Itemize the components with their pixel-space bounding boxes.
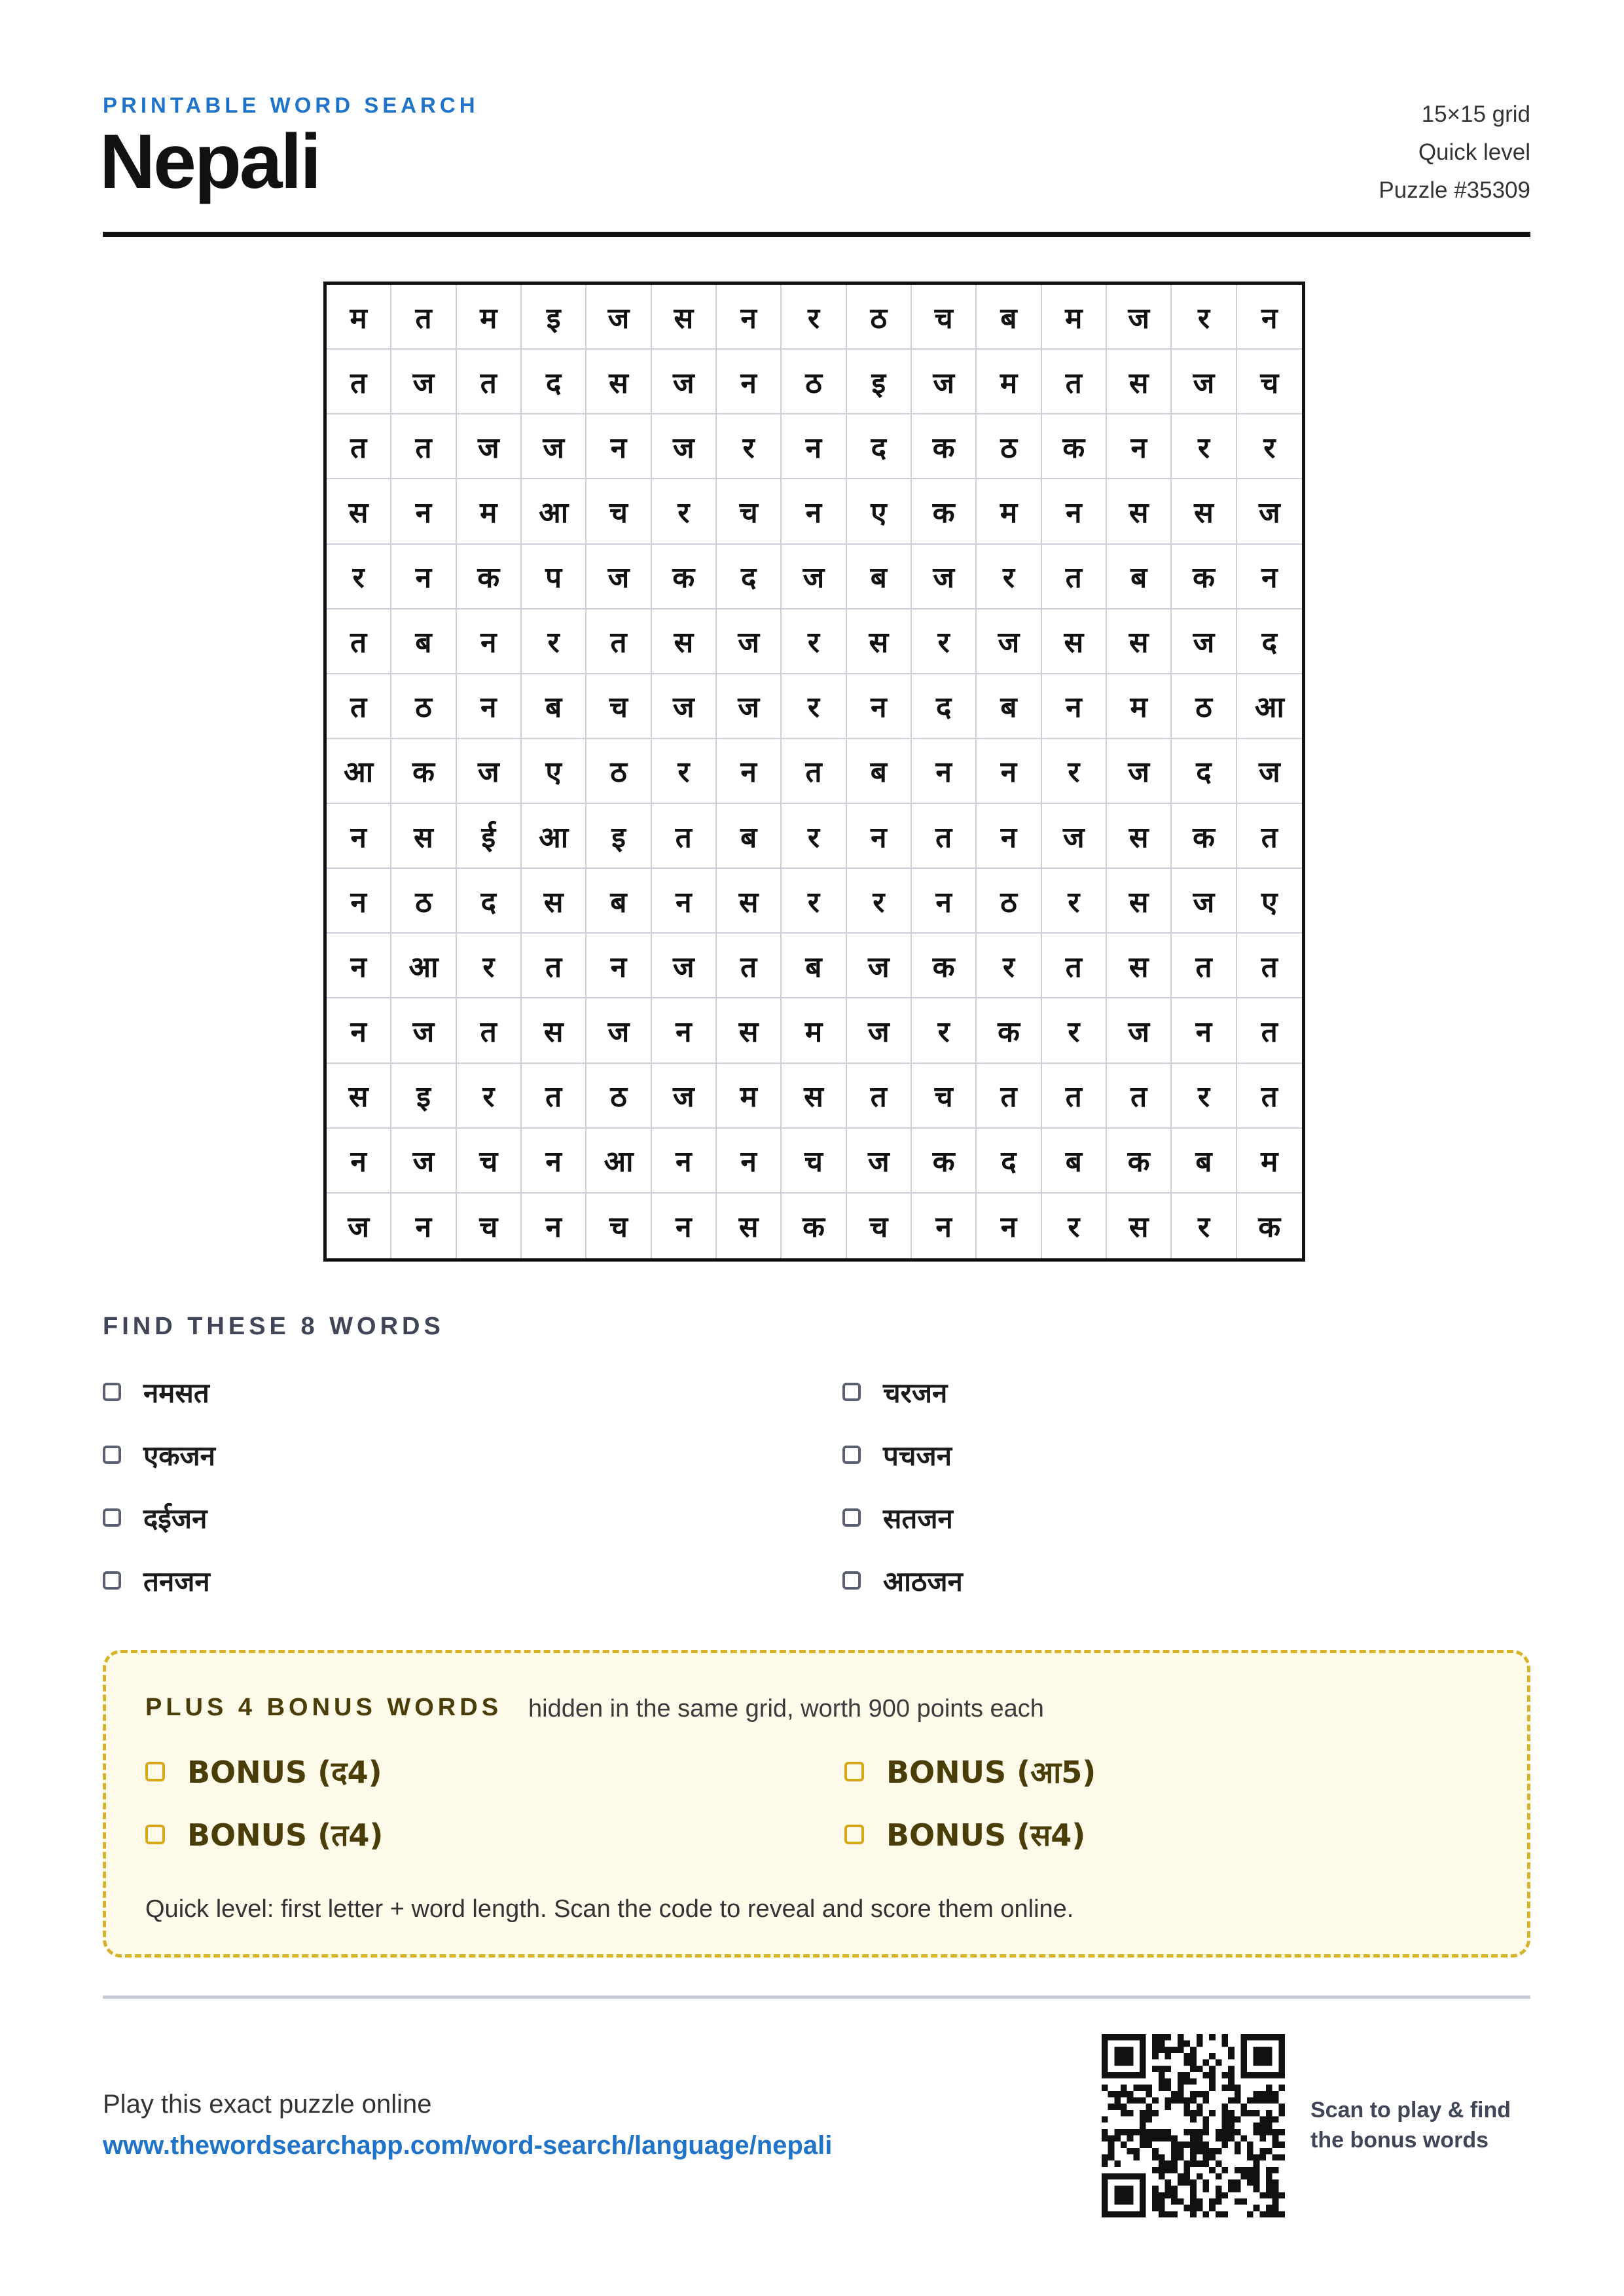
- grid-cell[interactable]: ए: [1237, 869, 1302, 934]
- grid-cell[interactable]: आ: [327, 739, 391, 804]
- qr-caption: [1310, 2095, 1511, 2155]
- grid-cell[interactable]: त: [652, 804, 717, 869]
- bonus-word-list: [145, 1755, 1507, 1851]
- grid-cell[interactable]: र: [1172, 285, 1236, 350]
- grid-cell[interactable]: आ: [522, 804, 586, 869]
- puzzle-number: Puzzle #35309: [1379, 177, 1530, 203]
- grid-cell[interactable]: र: [782, 804, 846, 869]
- grid-cell[interactable]: र: [1237, 414, 1302, 479]
- grid-cell[interactable]: आ: [522, 479, 586, 544]
- bonus-word-text: BONUS (द4): [187, 1755, 382, 1790]
- grid-cell[interactable]: न: [327, 1129, 391, 1194]
- checkbox-icon[interactable]: [842, 1508, 861, 1527]
- grid-cell[interactable]: ठ: [977, 869, 1041, 934]
- grid-cell[interactable]: त: [1042, 1064, 1107, 1129]
- grid-cell[interactable]: द: [912, 674, 977, 739]
- word-item[interactable]: [842, 1375, 1497, 1409]
- grid-cell[interactable]: न: [327, 804, 391, 869]
- grid-cell[interactable]: ज: [1107, 285, 1172, 350]
- grid-cell[interactable]: ज: [1107, 998, 1172, 1063]
- grid-cell[interactable]: स: [327, 479, 391, 544]
- grid-cell[interactable]: र: [782, 869, 846, 934]
- grid-cell[interactable]: र: [522, 610, 586, 674]
- level-label: Quick level: [1418, 139, 1530, 165]
- grid-cell[interactable]: त: [457, 350, 522, 414]
- grid-cell[interactable]: म: [977, 479, 1041, 544]
- bonus-word-item[interactable]: [145, 1755, 844, 1789]
- grid-cell[interactable]: न: [391, 545, 456, 610]
- find-words-heading: FIND THESE 8 WORDS: [103, 1313, 444, 1340]
- grid-cell[interactable]: स: [1107, 804, 1172, 869]
- grid-cell[interactable]: ब: [1107, 545, 1172, 610]
- grid-cell[interactable]: क: [391, 739, 456, 804]
- grid-cell[interactable]: न: [327, 998, 391, 1063]
- page-title: Nepali: [99, 118, 320, 205]
- grid-cell[interactable]: स: [586, 350, 651, 414]
- grid-cell[interactable]: न: [847, 674, 912, 739]
- grid-cell[interactable]: ठ: [586, 739, 651, 804]
- grid-cell[interactable]: र: [1172, 1064, 1236, 1129]
- grid-cell[interactable]: ठ: [391, 674, 456, 739]
- grid-cell[interactable]: ज: [1042, 804, 1107, 869]
- grid-cell[interactable]: क: [1042, 414, 1107, 479]
- grid-cell[interactable]: र: [977, 545, 1041, 610]
- puzzle-link[interactable]: www.thewordsearchapp.com/word-search/language/nepali: [103, 2131, 833, 2160]
- grid-cell[interactable]: ई: [457, 804, 522, 869]
- puzzle-meta: [1379, 96, 1530, 210]
- grid-cell[interactable]: त: [522, 934, 586, 998]
- grid-cell[interactable]: च: [586, 1194, 651, 1258]
- grid-cell[interactable]: म: [327, 285, 391, 350]
- grid-cell[interactable]: ब: [782, 934, 846, 998]
- grid-size-label: 15×15 grid: [1421, 101, 1530, 127]
- word-text: दईजन: [143, 1502, 208, 1535]
- grid-cell[interactable]: क: [912, 479, 977, 544]
- grid-cell[interactable]: इ: [847, 350, 912, 414]
- grid-cell[interactable]: ज: [391, 1129, 456, 1194]
- word-item[interactable]: [103, 1563, 842, 1597]
- grid-cell[interactable]: त: [1042, 545, 1107, 610]
- grid-cell[interactable]: र: [1042, 998, 1107, 1063]
- grid-cell[interactable]: ज: [847, 998, 912, 1063]
- grid-cell[interactable]: इ: [522, 285, 586, 350]
- grid-cell[interactable]: त: [1237, 804, 1302, 869]
- grid-cell[interactable]: ए: [522, 739, 586, 804]
- word-list: [103, 1375, 1543, 1597]
- grid-cell[interactable]: र: [912, 610, 977, 674]
- grid-cell[interactable]: ज: [652, 674, 717, 739]
- grid-cell[interactable]: ज: [652, 350, 717, 414]
- word-item[interactable]: [842, 1438, 1497, 1472]
- grid-cell[interactable]: त: [391, 414, 456, 479]
- qr-caption-line: the bonus words: [1310, 2128, 1489, 2153]
- checkbox-icon[interactable]: [145, 1825, 165, 1844]
- qr-caption-line: Scan to play & find: [1310, 2098, 1511, 2123]
- grid-cell[interactable]: ब: [977, 285, 1041, 350]
- checkbox-icon[interactable]: [842, 1383, 861, 1401]
- grid-cell[interactable]: त: [327, 674, 391, 739]
- grid-cell[interactable]: ज: [717, 610, 782, 674]
- grid-cell[interactable]: ब: [391, 610, 456, 674]
- grid-cell[interactable]: च: [586, 479, 651, 544]
- grid-cell[interactable]: म: [1237, 1129, 1302, 1194]
- grid-cell[interactable]: त: [1237, 1064, 1302, 1129]
- grid-cell[interactable]: र: [782, 285, 846, 350]
- grid-cell[interactable]: र: [912, 998, 977, 1063]
- grid-cell[interactable]: त: [457, 998, 522, 1063]
- grid-cell[interactable]: च: [457, 1129, 522, 1194]
- bonus-word-text: BONUS (स4): [886, 1817, 1086, 1853]
- grid-cell[interactable]: न: [522, 1129, 586, 1194]
- grid-cell[interactable]: न: [977, 1194, 1041, 1258]
- grid-cell[interactable]: त: [1107, 1064, 1172, 1129]
- grid-cell[interactable]: ब: [1172, 1129, 1236, 1194]
- grid-cell[interactable]: आ: [586, 1129, 651, 1194]
- grid-cell[interactable]: न: [1042, 479, 1107, 544]
- grid-cell[interactable]: न: [912, 869, 977, 934]
- grid-cell[interactable]: द: [977, 1129, 1041, 1194]
- grid-cell[interactable]: र: [717, 414, 782, 479]
- bonus-word-item[interactable]: [844, 1755, 1499, 1789]
- checkbox-icon[interactable]: [103, 1508, 121, 1527]
- grid-cell[interactable]: म: [717, 1064, 782, 1129]
- grid-cell[interactable]: ज: [847, 1129, 912, 1194]
- word-item[interactable]: [103, 1438, 842, 1472]
- grid-cell[interactable]: न: [391, 479, 456, 544]
- grid-cell[interactable]: न: [1107, 414, 1172, 479]
- grid-cell[interactable]: र: [457, 934, 522, 998]
- grid-cell[interactable]: ज: [847, 934, 912, 998]
- letter-grid: [323, 282, 1305, 1262]
- grid-cell[interactable]: ज: [327, 1194, 391, 1258]
- grid-cell[interactable]: त: [977, 1064, 1041, 1129]
- grid-cell[interactable]: त: [1042, 934, 1107, 998]
- grid-cell[interactable]: ब: [847, 739, 912, 804]
- grid-cell[interactable]: र: [652, 739, 717, 804]
- grid-cell[interactable]: स: [1107, 934, 1172, 998]
- grid-cell[interactable]: ज: [782, 545, 846, 610]
- grid-cell[interactable]: ज: [586, 285, 651, 350]
- grid-cell[interactable]: त: [1237, 934, 1302, 998]
- grid-cell[interactable]: न: [1042, 674, 1107, 739]
- grid-cell[interactable]: स: [1107, 610, 1172, 674]
- word-text: सतजन: [883, 1502, 953, 1535]
- grid-cell[interactable]: क: [912, 1129, 977, 1194]
- grid-cell[interactable]: क: [912, 934, 977, 998]
- grid-cell[interactable]: स: [391, 804, 456, 869]
- checkbox-icon[interactable]: [103, 1571, 121, 1590]
- grid-cell[interactable]: र: [782, 610, 846, 674]
- grid-cell[interactable]: न: [912, 1194, 977, 1258]
- grid-cell[interactable]: न: [652, 1129, 717, 1194]
- grid-cell[interactable]: न: [717, 350, 782, 414]
- grid-cell[interactable]: ज: [912, 545, 977, 610]
- grid-cell[interactable]: त: [912, 804, 977, 869]
- grid-cell[interactable]: ज: [457, 414, 522, 479]
- grid-cell[interactable]: ज: [652, 934, 717, 998]
- grid-cell[interactable]: न: [717, 1129, 782, 1194]
- grid-cell[interactable]: त: [1237, 998, 1302, 1063]
- play-online-text: Play this exact puzzle online: [103, 2090, 432, 2119]
- grid-cell[interactable]: ठ: [586, 1064, 651, 1129]
- grid-cell[interactable]: म: [457, 479, 522, 544]
- grid-cell[interactable]: र: [782, 674, 846, 739]
- grid-cell[interactable]: न: [782, 479, 846, 544]
- grid-cell[interactable]: द: [717, 545, 782, 610]
- grid-cell[interactable]: क: [977, 998, 1041, 1063]
- grid-cell[interactable]: न: [457, 674, 522, 739]
- word-text: तनजन: [143, 1565, 210, 1597]
- grid-cell[interactable]: स: [717, 869, 782, 934]
- grid-cell[interactable]: त: [586, 610, 651, 674]
- grid-cell[interactable]: द: [847, 414, 912, 479]
- grid-cell[interactable]: ज: [912, 350, 977, 414]
- header-divider: [103, 232, 1530, 237]
- footer-divider: [103, 1995, 1530, 1999]
- grid-cell[interactable]: र: [1172, 414, 1236, 479]
- grid-cell[interactable]: क: [1172, 545, 1236, 610]
- grid-cell[interactable]: स: [1172, 479, 1236, 544]
- grid-cell[interactable]: ज: [457, 739, 522, 804]
- grid-cell[interactable]: स: [522, 998, 586, 1063]
- grid-cell[interactable]: ठ: [391, 869, 456, 934]
- grid-cell[interactable]: न: [457, 610, 522, 674]
- grid-cell[interactable]: ज: [391, 350, 456, 414]
- grid-cell[interactable]: न: [1237, 285, 1302, 350]
- grid-cell[interactable]: स: [652, 610, 717, 674]
- grid-cell[interactable]: च: [1237, 350, 1302, 414]
- qr-code-icon[interactable]: [1102, 2034, 1285, 2217]
- grid-cell[interactable]: त: [522, 1064, 586, 1129]
- grid-cell[interactable]: त: [327, 414, 391, 479]
- grid-cell[interactable]: र: [1172, 1194, 1236, 1258]
- grid-cell[interactable]: ज: [1237, 479, 1302, 544]
- grid-cell[interactable]: र: [327, 545, 391, 610]
- grid-cell[interactable]: न: [522, 1194, 586, 1258]
- grid-cell[interactable]: क: [912, 414, 977, 479]
- grid-cell[interactable]: र: [1042, 869, 1107, 934]
- grid-cell[interactable]: ज: [586, 545, 651, 610]
- grid-cell[interactable]: ज: [586, 998, 651, 1063]
- grid-cell[interactable]: ठ: [782, 350, 846, 414]
- grid-cell[interactable]: ज: [1172, 869, 1236, 934]
- bonus-note: Quick level: first letter + word length. Scan the code to reveal and score them online.: [145, 1895, 1074, 1923]
- bonus-panel: [103, 1650, 1530, 1958]
- grid-cell[interactable]: र: [1042, 739, 1107, 804]
- word-text: पचजन: [883, 1439, 952, 1472]
- grid-cell[interactable]: त: [327, 610, 391, 674]
- grid-cell[interactable]: र: [457, 1064, 522, 1129]
- grid-cell[interactable]: न: [717, 739, 782, 804]
- grid-cell[interactable]: क: [782, 1194, 846, 1258]
- word-text: नमसत: [143, 1376, 209, 1409]
- word-item[interactable]: [103, 1375, 842, 1409]
- grid-cell[interactable]: च: [457, 1194, 522, 1258]
- grid-cell[interactable]: न: [847, 804, 912, 869]
- grid-cell[interactable]: त: [1042, 350, 1107, 414]
- grid-cell[interactable]: न: [912, 739, 977, 804]
- word-text: चरजन: [883, 1376, 948, 1409]
- checkbox-icon[interactable]: [844, 1762, 864, 1781]
- grid-cell[interactable]: न: [977, 804, 1041, 869]
- grid-cell[interactable]: स: [1107, 479, 1172, 544]
- grid-cell[interactable]: ब: [522, 674, 586, 739]
- grid-cell[interactable]: ज: [977, 610, 1041, 674]
- grid-cell[interactable]: त: [1172, 934, 1236, 998]
- grid-cell[interactable]: त: [782, 739, 846, 804]
- grid-cell[interactable]: ज: [522, 414, 586, 479]
- grid-cell[interactable]: स: [717, 1194, 782, 1258]
- grid-cell[interactable]: ज: [1172, 350, 1236, 414]
- eyebrow-label: PRINTABLE WORD SEARCH: [103, 93, 479, 117]
- grid-cell[interactable]: म: [457, 285, 522, 350]
- grid-cell[interactable]: र: [1042, 1194, 1107, 1258]
- grid-cell[interactable]: न: [391, 1194, 456, 1258]
- grid-cell[interactable]: आ: [1237, 674, 1302, 739]
- grid-cell[interactable]: त: [847, 1064, 912, 1129]
- grid-cell[interactable]: क: [1172, 804, 1236, 869]
- bonus-word-item[interactable]: [145, 1817, 844, 1851]
- grid-cell[interactable]: आ: [391, 934, 456, 998]
- grid-cell[interactable]: न: [977, 739, 1041, 804]
- grid-cell[interactable]: न: [586, 934, 651, 998]
- grid-cell[interactable]: ज: [391, 998, 456, 1063]
- grid-cell[interactable]: स: [1107, 869, 1172, 934]
- grid-cell[interactable]: द: [457, 869, 522, 934]
- checkbox-icon[interactable]: [145, 1762, 165, 1781]
- grid-cell[interactable]: च: [912, 1064, 977, 1129]
- grid-cell[interactable]: म: [782, 998, 846, 1063]
- checkbox-icon[interactable]: [103, 1383, 121, 1401]
- grid-cell[interactable]: ब: [717, 804, 782, 869]
- grid-cell[interactable]: ज: [652, 1064, 717, 1129]
- grid-cell[interactable]: र: [652, 479, 717, 544]
- checkbox-icon[interactable]: [842, 1571, 861, 1590]
- grid-cell[interactable]: न: [717, 285, 782, 350]
- grid-cell[interactable]: न: [652, 1194, 717, 1258]
- grid-cell[interactable]: न: [782, 414, 846, 479]
- grid-cell[interactable]: ज: [717, 674, 782, 739]
- grid-cell[interactable]: त: [327, 350, 391, 414]
- bonus-word-text: BONUS (आ5): [886, 1755, 1096, 1790]
- grid-cell[interactable]: त: [391, 285, 456, 350]
- grid-cell[interactable]: स: [652, 285, 717, 350]
- word-item[interactable]: [842, 1501, 1497, 1535]
- grid-cell[interactable]: र: [847, 869, 912, 934]
- grid-cell[interactable]: स: [782, 1064, 846, 1129]
- bonus-subtitle: hidden in the same grid, worth 900 points each: [528, 1695, 1044, 1722]
- grid-cell[interactable]: ज: [1172, 610, 1236, 674]
- grid-cell[interactable]: म: [977, 350, 1041, 414]
- grid-cell[interactable]: म: [1107, 674, 1172, 739]
- grid-cell[interactable]: ज: [1107, 739, 1172, 804]
- grid-cell[interactable]: स: [1107, 350, 1172, 414]
- grid-cell[interactable]: न: [652, 869, 717, 934]
- grid-cell[interactable]: र: [977, 934, 1041, 998]
- checkbox-icon[interactable]: [842, 1446, 861, 1464]
- checkbox-icon[interactable]: [844, 1825, 864, 1844]
- grid-cell[interactable]: प: [522, 545, 586, 610]
- grid-cell[interactable]: ठ: [977, 414, 1041, 479]
- grid-cell[interactable]: न: [327, 869, 391, 934]
- grid-cell[interactable]: न: [1237, 545, 1302, 610]
- grid-cell[interactable]: इ: [391, 1064, 456, 1129]
- grid-cell[interactable]: स: [327, 1064, 391, 1129]
- grid-cell[interactable]: च: [912, 285, 977, 350]
- grid-cell[interactable]: ब: [1042, 1129, 1107, 1194]
- grid-cell[interactable]: क: [457, 545, 522, 610]
- grid-cell[interactable]: क: [652, 545, 717, 610]
- grid-cell[interactable]: च: [847, 1194, 912, 1258]
- word-text: एकजन: [143, 1439, 215, 1472]
- word-text: आठजन: [883, 1565, 963, 1597]
- grid-cell[interactable]: स: [522, 869, 586, 934]
- grid-cell[interactable]: द: [1172, 739, 1236, 804]
- grid-cell[interactable]: न: [652, 998, 717, 1063]
- grid-cell[interactable]: न: [327, 934, 391, 998]
- grid-cell[interactable]: च: [586, 674, 651, 739]
- grid-cell[interactable]: स: [847, 610, 912, 674]
- grid-cell[interactable]: न: [586, 414, 651, 479]
- grid-cell[interactable]: क: [1107, 1129, 1172, 1194]
- grid-cell[interactable]: ठ: [1172, 674, 1236, 739]
- grid-cell[interactable]: क: [1258, 1211, 1281, 1245]
- bonus-word-item[interactable]: [844, 1817, 1499, 1851]
- grid-cell[interactable]: न: [1172, 998, 1236, 1063]
- grid-cell[interactable]: इ: [586, 804, 651, 869]
- grid-cell[interactable]: द: [1237, 610, 1302, 674]
- grid-cell[interactable]: स: [1042, 610, 1107, 674]
- grid-cell[interactable]: स: [1107, 1194, 1172, 1258]
- grid-cell[interactable]: द: [522, 350, 586, 414]
- grid-cell[interactable]: म: [1042, 285, 1107, 350]
- grid-cell[interactable]: च: [782, 1129, 846, 1194]
- grid-cell[interactable]: ए: [847, 479, 912, 544]
- grid-cell[interactable]: ज: [1237, 739, 1302, 804]
- word-item[interactable]: [103, 1501, 842, 1535]
- grid-cell[interactable]: त: [717, 934, 782, 998]
- grid-cell[interactable]: ब: [847, 545, 912, 610]
- grid-cell[interactable]: ब: [977, 674, 1041, 739]
- checkbox-icon[interactable]: [103, 1446, 121, 1464]
- grid-cell[interactable]: च: [717, 479, 782, 544]
- grid-cell[interactable]: स: [717, 998, 782, 1063]
- grid-cell[interactable]: ब: [586, 869, 651, 934]
- bonus-word-text: BONUS (त4): [187, 1817, 384, 1853]
- word-item[interactable]: [842, 1563, 1497, 1597]
- grid-cell[interactable]: ठ: [847, 285, 912, 350]
- grid-cell[interactable]: ज: [652, 414, 717, 479]
- bonus-heading: PLUS 4 BONUS WORDS: [145, 1694, 503, 1721]
